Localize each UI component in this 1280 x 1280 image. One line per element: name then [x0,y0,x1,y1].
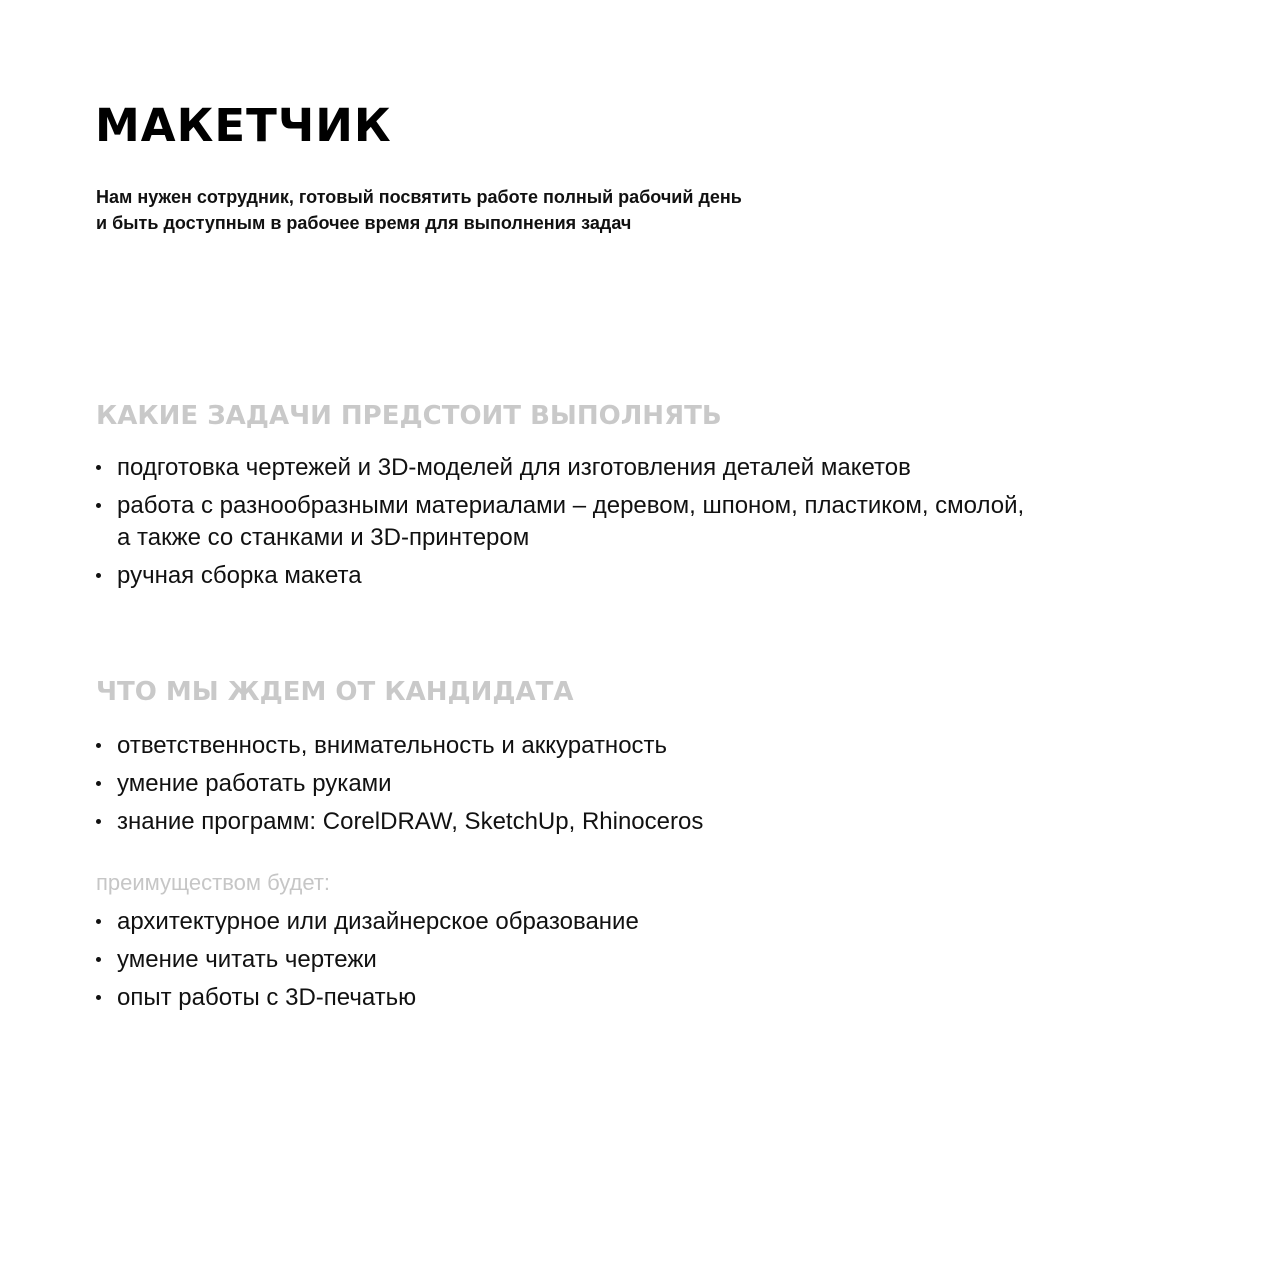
intro-line: Нам нужен сотрудник, готовый посвятить работе полный рабочий день [96,187,742,207]
list-item-line: подготовка чертежей и 3D-моделей для изготовления деталей макетов [117,454,911,481]
list-item-line: умение работать руками [117,770,392,797]
list-item-text [117,768,1196,800]
expectations-heading: ЧТО МЫ ЖДЕМ ОТ КАНДИДАТА [96,677,574,707]
list-item-line: архитектурное или дизайнерское образование [117,908,639,935]
advantages-list [96,906,1196,1020]
intro-line: и быть доступным в рабочее время для выполнения задач [96,213,632,233]
list-item-line: ручная сборка макета [117,562,362,589]
tasks-list [96,452,1196,598]
bullet-icon [96,995,101,1000]
list-item-text [117,806,1196,838]
bullet-icon [96,957,101,962]
expectations-list [96,730,1196,844]
bullet-icon [96,781,101,786]
list-item [96,452,1196,484]
page-title: МАКЕТЧИК [95,99,392,152]
list-item-text [117,982,1196,1014]
list-item [96,944,1196,976]
list-item-text [117,944,1196,976]
bullet-icon [96,503,101,508]
list-item [96,806,1196,838]
advantages-heading: преимуществом будет: [96,870,331,895]
list-item-line: опыт работы с 3D-печатью [117,984,417,1011]
bullet-icon [96,465,101,470]
list-item [96,906,1196,938]
list-item-text [117,730,1196,762]
list-item-text [117,560,1196,592]
list-item [96,730,1196,762]
list-item [96,982,1196,1014]
list-item-text [117,452,1196,484]
tasks-heading: КАКИЕ ЗАДАЧИ ПРЕДСТОИТ ВЫПОЛНЯТЬ [96,401,722,431]
bullet-icon [96,919,101,924]
bullet-icon [96,573,101,578]
bullet-icon [96,743,101,748]
list-item [96,490,1196,554]
list-item-line: работа с разнообразными материалами – деревом, шпоном, пластиком, смолой, [117,492,1025,519]
list-item-text [117,490,1196,554]
list-item-text [117,906,1196,938]
list-item [96,768,1196,800]
intro-text [96,184,742,236]
list-item-line: умение читать чертежи [117,946,377,973]
list-item-line: а также со станками и 3D-принтером [117,524,530,551]
list-item-line: знание программ: CorelDRAW, SketchUp, Rhinoceros [117,808,704,835]
list-item-line: ответственность, внимательность и аккуратность [117,732,668,759]
list-item [96,560,1196,592]
bullet-icon [96,819,101,824]
